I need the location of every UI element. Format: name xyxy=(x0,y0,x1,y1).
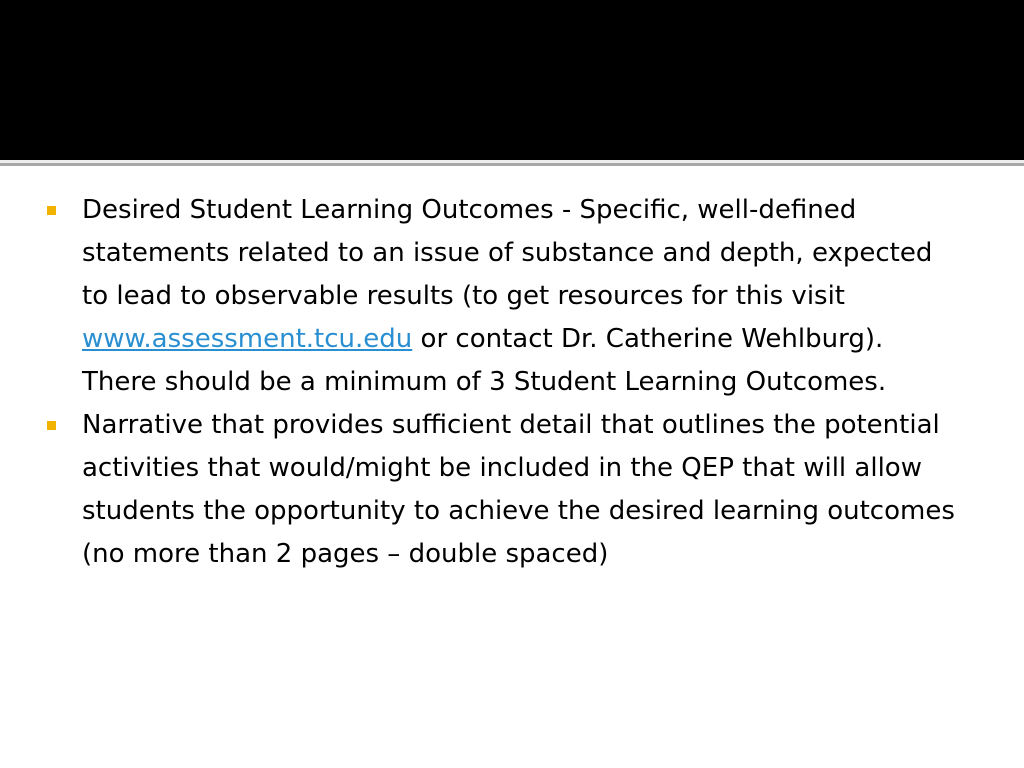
square-bullet-icon xyxy=(47,421,56,430)
bullet-item-learning-outcomes xyxy=(0,189,962,404)
bullet-text-before-link: Desired Student Learning Outcomes - Specific, well-defined statements related to an issue of substance and depth, expected to lead to observable results (to get resources for this visit xyxy=(82,195,933,311)
bullet-text: Narrative that provides sufficient detail that outlines the potential activities that would/might be included in the QEP that will allow students the opportunity to achieve the desired learning outcomes (no more than 2 pages – double spaced) xyxy=(82,410,955,569)
bullet-text-after-link: or contact Dr. Catherine Wehlburg). There should be a minimum of 3 Student Learning Outcomes. xyxy=(82,324,887,397)
assessment-link[interactable]: www.assessment.tcu.edu xyxy=(82,324,413,354)
square-bullet-icon xyxy=(47,206,56,215)
bullet-item-narrative xyxy=(0,404,962,576)
title-band xyxy=(0,0,1024,160)
bullet-list xyxy=(0,189,1024,576)
divider-dark xyxy=(0,163,1024,166)
